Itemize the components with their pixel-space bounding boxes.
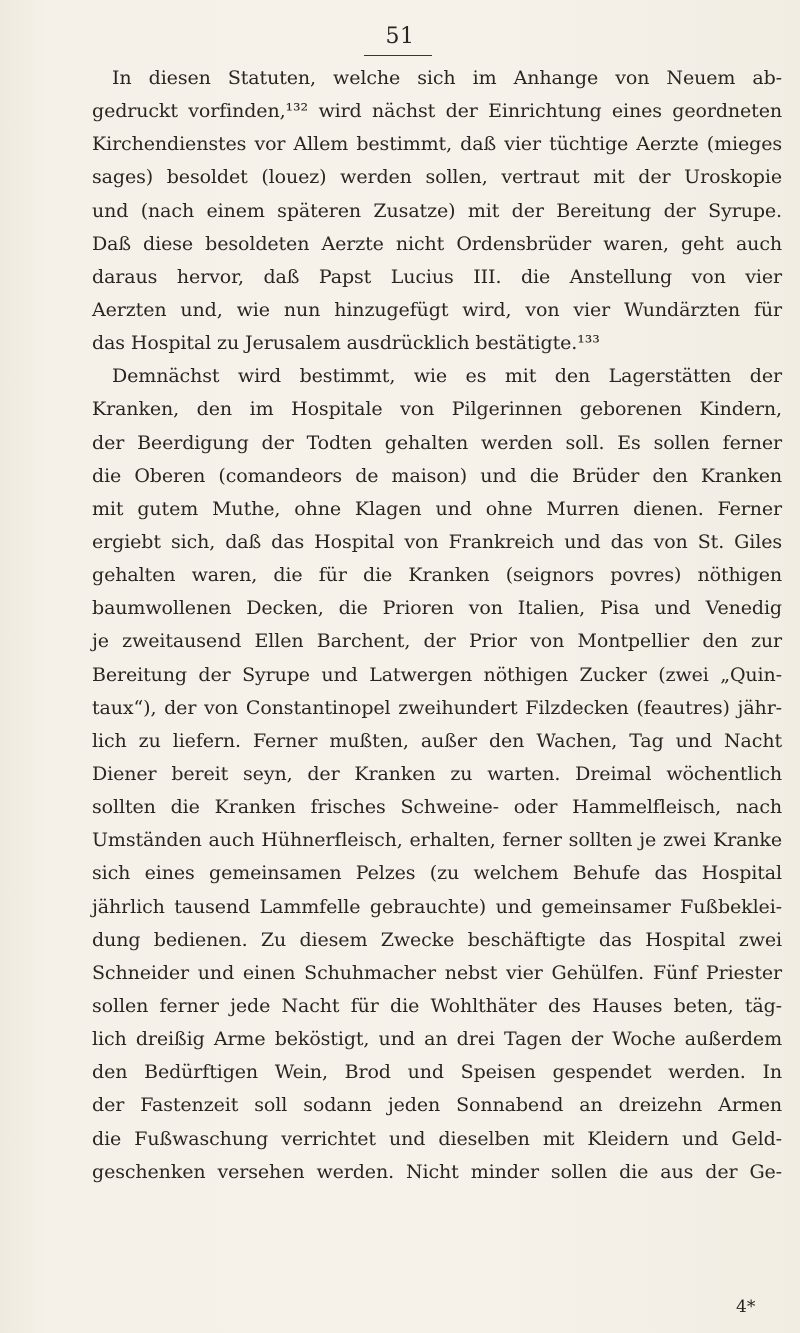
text-line: je zweitausend Ellen Barchent, der Prior von Montpellier den zur — [92, 630, 782, 653]
text-line: Schneider und einen Schuhmacher nebst vier Gehülfen. Fünf Priester — [92, 961, 782, 984]
text-line: ergiebt sich, daß das Hospital von Frankreich und das von St. Giles — [92, 530, 782, 553]
text-line: die Oberen (comandeors de maison) und die Brüder den Kranken — [92, 464, 782, 487]
text-line: sollten die Kranken frisches Schweine- oder Hammelfleisch, nach — [92, 796, 782, 819]
text-line: dung bedienen. Zu diesem Zwecke beschäftigte das Hospital zwei — [92, 928, 782, 951]
page-number: 51 — [385, 24, 415, 49]
text-line: daraus hervor, daß Papst Lucius III. die Anstellung von vier — [92, 265, 782, 288]
text-line: Diener bereit seyn, der Kranken zu warten. Dreimal wöchentlich — [92, 762, 782, 785]
header-rule — [364, 55, 432, 56]
text-line: Kranken, den im Hospitale von Pilgerinnen geborenen Kindern, — [92, 398, 782, 421]
text-line: Demnächst wird bestimmt, wie es mit den Lagerstätten der — [112, 365, 782, 388]
text-line: taux“), der von Constantinopel zweihundert Filzdecken (feautres) jähr- — [92, 696, 782, 719]
text-line: Aerzten und, wie nun hinzugefügt wird, von vier Wundärzten für — [92, 298, 782, 321]
text-line: sich eines gemeinsamen Pelzes (zu welchem Behufe das Hospital — [92, 862, 782, 885]
text-line: Umständen auch Hühnerfleisch, erhalten, ferner sollten je zwei Kranke — [92, 829, 782, 852]
text-line: geschenken versehen werden. Nicht minder sollen die aus der Ge- — [92, 1160, 782, 1183]
text-line: Daß diese besoldeten Aerzte nicht Ordensbrüder waren, geht auch — [92, 232, 782, 255]
text-line: der Beerdigung der Todten gehalten werden soll. Es sollen ferner — [92, 431, 782, 454]
signature-mark: 4* — [736, 1297, 756, 1317]
text-line: Kirchendienstes vor Allem bestimmt, daß vier tüchtige Aerzte (mieges — [92, 133, 782, 156]
text-line: sollen ferner jede Nacht für die Wohlthäter des Hauses beten, täg- — [92, 994, 782, 1017]
text-line: gedruckt vorfinden,¹³² wird nächst der Einrichtung eines geordneten — [92, 100, 782, 123]
text-line: sages) besoldet (louez) werden sollen, vertraut mit der Uroskopie — [92, 166, 782, 189]
text-line: das Hospital zu Jerusalem ausdrücklich bestätigte.¹³³ — [92, 332, 600, 355]
text-line: In diesen Statuten, welche sich im Anhange von Neuem ab- — [112, 67, 782, 89]
text-line: jährlich tausend Lammfelle gebrauchte) und gemeinsamer Fußbeklei- — [92, 895, 782, 918]
text-line: lich dreißig Arme beköstigt, und an drei Tagen der Woche außerdem — [92, 1028, 782, 1051]
text-line: lich zu liefern. Ferner mußten, außer den Wachen, Tag und Nacht — [92, 729, 782, 752]
text-line: gehalten waren, die für die Kranken (seignors povres) nöthigen — [92, 564, 782, 587]
text-line: baumwollenen Decken, die Prioren von Italien, Pisa und Venedig — [92, 597, 782, 620]
text-line: Bereitung der Syrupe und Latwergen nöthigen Zucker (zwei „Quin- — [92, 663, 782, 686]
text-line: der Fastenzeit soll sodann jeden Sonnabend an dreizehn Armen — [92, 1094, 782, 1117]
text-line: die Fußwaschung verrichtet und dieselben mit Kleidern und Geld- — [92, 1127, 782, 1150]
text-line: und (nach einem späteren Zusatze) mit der Bereitung der Syrupe. — [92, 199, 782, 222]
text-line: den Bedürftigen Wein, Brod und Speisen gespendet werden. In — [92, 1061, 782, 1084]
text-line: mit gutem Muthe, ohne Klagen und ohne Murren dienen. Ferner — [92, 497, 782, 520]
body-text — [92, 62, 782, 1189]
